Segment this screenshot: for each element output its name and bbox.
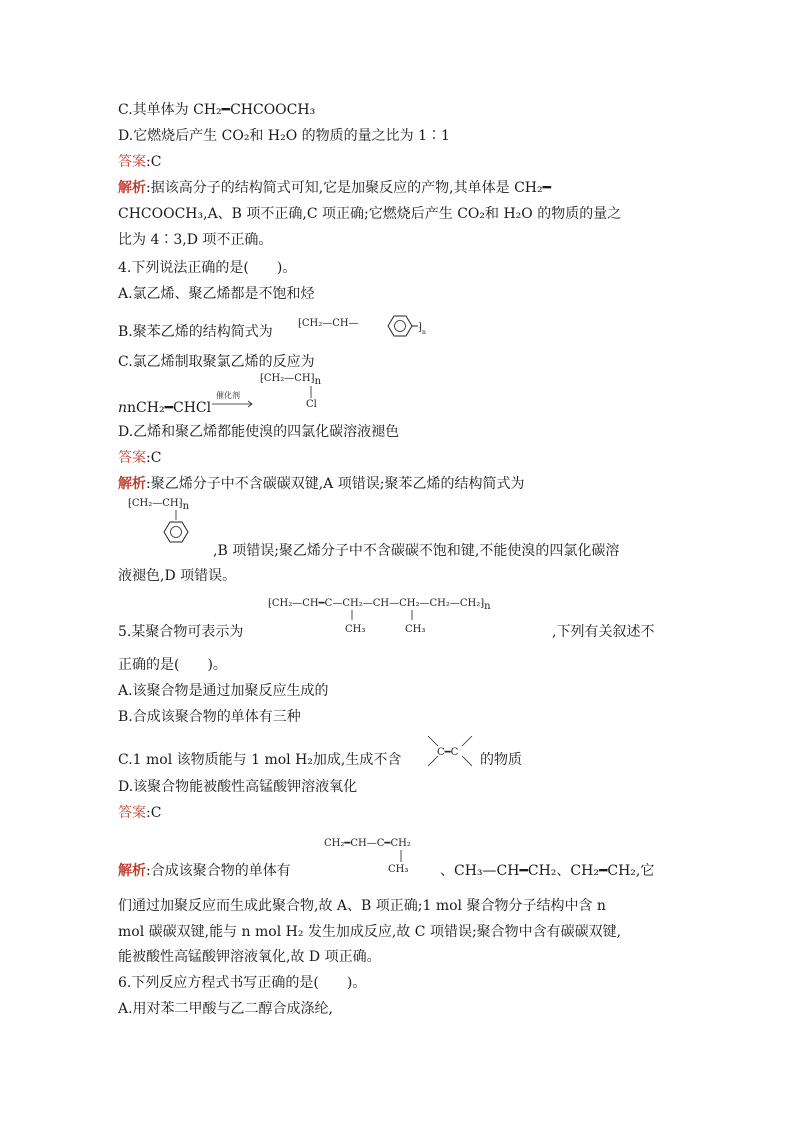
methyl-group: CH₃ [405,624,426,635]
option-d: D.它燃烧后产生 CO₂和 H₂O 的物质的量之比为 1∶1 [118,128,450,144]
explanation-row [118,178,551,198]
explanation-text: :聚乙烯分子中不含碳碳双键,A 项错误;聚苯乙烯的结构简式为 [146,476,525,492]
option-d: D.该聚合物能被酸性高锰酸钾溶液氧化 [118,779,358,795]
explanation-line: 们通过加聚反应而生成此聚合物,故 A、B 项正确;1 mol 聚合物分子结构中含 n [118,898,606,914]
polystyrene-expl: $⁅CH_2—CH⁆_n$ [128,498,190,512]
explanation-label: 解析 [118,476,146,492]
methyl-group: CH₃ [345,624,366,635]
n-subscript: n [422,329,426,336]
option-b: B.聚苯乙烯的结构简式为 [118,324,273,340]
question-5-stem: 5.某聚合物可表示为 [118,624,244,640]
option-a: A.用对苯二甲酸与乙二醇合成涤纶, [118,1001,334,1017]
polymer-branch-lines [340,610,430,624]
question-5-stem-tail: ,下列有关叙述不 [552,624,655,640]
reaction-arrow-icon [210,388,256,410]
bracket-close: ⁆ [418,322,422,333]
option-c: C.1 mol 该物质能与 1 mol H₂加成,生成不含 [118,752,402,768]
explanation-line: 能被酸性高锰酸钾溶液氧化,故 D 项正确。 [118,949,381,965]
answer-row [118,803,161,823]
question-6-stem: 6.下列反应方程式书写正确的是( )。 [118,975,367,991]
svg-text:催化剂: 催化剂 [216,391,240,400]
explanation-line: mol 碳碳双键,能与 n mol H₂ 发生加成反应,故 C 项错误;聚合物中含有碳碳双键, [118,924,622,940]
explanation-text: :据该高分子的结构简式可知,它是加聚反应的产物,其单体是 CH₂━ [146,180,552,196]
explanation-line: 比为 4∶3,D 项不正确。 [118,232,273,248]
explanation-label: 解析 [118,863,146,879]
answer-value: :C [146,450,162,466]
answer-label: 答案 [118,154,146,170]
answer-label: 答案 [118,450,146,466]
answer-label: 答案 [118,805,146,821]
option-a: A.该聚合物是通过加聚反应生成的 [118,683,329,699]
monomer-branch-line [396,850,406,864]
option-a: A.氯乙烯、聚乙烯都是不饱和烃 [118,286,315,302]
answer-row [118,152,161,172]
pvc-cl: Cl [306,399,317,410]
explanation-line: 液褪色,D 项错误。 [118,568,237,584]
answer-value: :C [146,805,162,821]
pvc-top: $⁅CH_2—CH⁆_n$ [260,373,322,387]
answer-row [118,448,161,468]
option-d: D.乙烯和聚乙烯都能使溴的四氯化碳溶液褪色 [118,424,400,440]
question-5-stem: 正确的是( )。 [118,657,227,673]
explanation-text: :合成该聚合物的单体有 [146,863,291,879]
question-4-stem: 4.下列说法正确的是( )。 [118,260,297,276]
explanation-label: 解析 [118,180,146,196]
polymer-formula: $⁅CH_2—CH━C—CH_2—CH—CH_2—CH_2—CH_2⁆_n$ [268,598,491,612]
pvc-bond-line [306,386,316,400]
explanation-line: ,B 项错误;聚乙烯分子中不含碳碳不饱和键,不能使溴的四氯化碳溶 [213,543,620,559]
option-c-tail: 的物质 [480,752,522,768]
polystyrene-formula: ⁅CH₂—CH— [298,318,359,329]
explanation-line: CHCOOCH₃,A、B 项不正确,C 项正确;它燃烧后产生 CO₂和 H₂O 的物质的量之 [118,206,622,222]
double-bond-structure [424,734,476,770]
svg-text:C━C: C━C [437,747,459,758]
explanation-tail: 、CH₃—CH━CH₂、CH₂━CH₂,它 [440,863,655,879]
answer-value: :C [146,154,162,170]
methyl-group: CH₃ [388,864,409,875]
option-b: B.合成该聚合物的单体有三种 [118,709,301,725]
explanation-row [118,861,291,881]
benzene-ring-icon [158,510,198,556]
option-c: C.其单体为 CH₂━CHCOOCH₃ [118,102,316,118]
option-c: C.氯乙烯制取聚氯乙烯的反应为 [118,354,315,370]
explanation-row [118,474,524,494]
monomer-formula: CH₂━CH—C━CH₂ [324,838,411,849]
benzene-ring-icon [382,314,426,338]
pvc-reactant: nnCH₂━CHCl [118,400,212,416]
